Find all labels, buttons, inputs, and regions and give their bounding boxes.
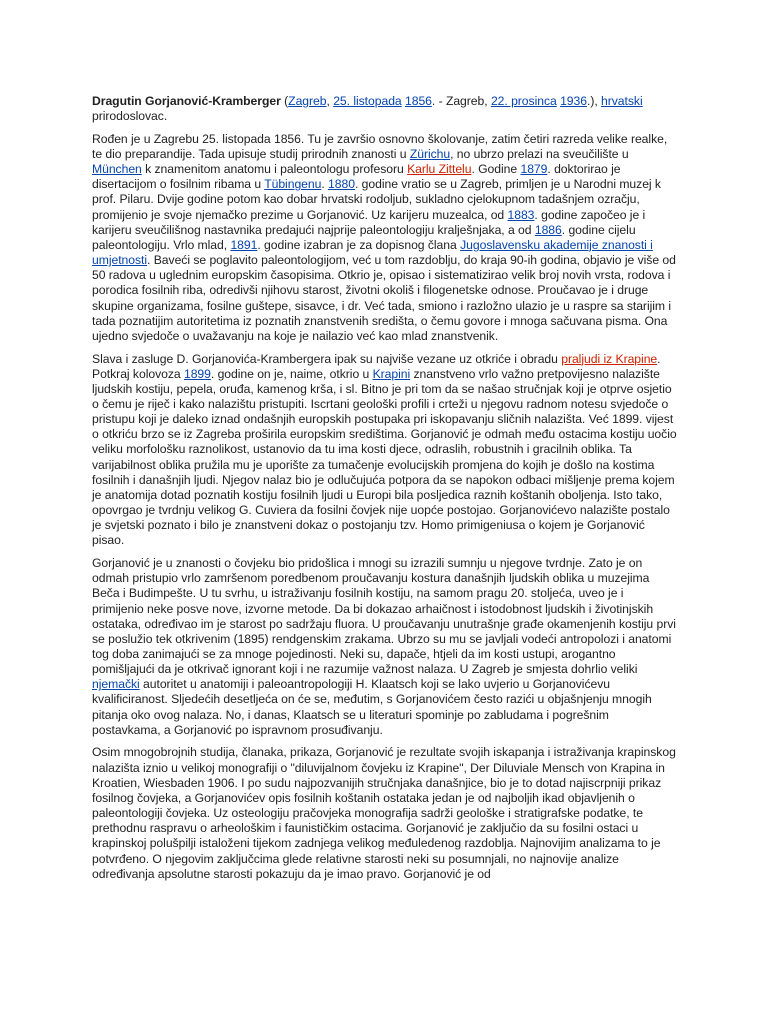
wiki-link[interactable]: 1879 bbox=[520, 162, 548, 177]
intro-paragraph bbox=[92, 94, 678, 124]
wiki-link[interactable]: Zagreb bbox=[288, 94, 327, 108]
wiki-link[interactable]: Jugoslavensku akademije znanosti i umjetnosti bbox=[92, 237, 653, 268]
paragraph-text: . godine cijelu paleontologiju. Vrlo mlad, bbox=[92, 222, 636, 252]
wiki-link[interactable]: 1891 bbox=[230, 237, 258, 252]
paragraph-text: Osim mnogobrojnih studija, članaka, prikaza, Gorjanović je rezultate svojih iskapanja i istraživanja krapinskog nalazišta iznio u velikoj monografiji o "diluvijalnom čovjeku iz Krapine", Der Diluviale Mensch von Krapina in Kroatien, Wiesbaden 1906. I po sudu najpozvanijih stručnjaka današnjice, bio je to dotad najiscrpniji prikaz fosilnog čovjeka, a Gorjanovićev opis fosilnih koštanih ostataka jedan je od najboljih ikad objavljenih o paleontologiji čovjeka. Uz osteologiju pračovjeka monografija sadrži geološke i stratigrafske podatke, te prethodnu raspravu o arheološkim i faunističkim ostacima. Gorjanović je zaključio da su fosilni ostaci u krapinskoj polušpilji istaloženi tijekom zadnjega velikog međuledenog razdoblja. Najnovijim analizama to je potvrđeno. O njegovim zaključcima glede relativne starosti neki su posumnjali, no najnovije analize određivanja apsolutne starosti pokazuju da je imao pravo. Gorjanović je od bbox=[92, 745, 676, 881]
paragraph-text: . godine vratio se u Zagreb, primljen je u Narodni muzej k prof. Pilaru. Dvije godine potom kao dobar hrvatski rodoljub, sukladno cjelokupnom tadašnjem ozračju, promijenio je svoje njemačko prezime u Gorjanović. Uz karijeru muzealca, od bbox=[92, 177, 661, 222]
paragraph-text: k znamenitom anatomu i paleontologu profesoru bbox=[141, 162, 408, 177]
wiki-link[interactable]: Krapini bbox=[372, 366, 411, 381]
krapina-discovery-paragraph bbox=[92, 352, 678, 549]
wiki-link[interactable]: njemački bbox=[92, 677, 140, 692]
wiki-link[interactable]: München bbox=[92, 162, 142, 177]
monograph-paragraph bbox=[92, 745, 678, 881]
wiki-link[interactable]: praljudi iz Krapine bbox=[561, 351, 658, 366]
paragraph-text: , no ubrzo prelazi na sveučilište u bbox=[450, 146, 629, 161]
wiki-link[interactable]: 1883 bbox=[507, 207, 535, 222]
wiki-link[interactable]: Zürichu bbox=[409, 146, 451, 161]
wiki-link[interactable]: 1856 bbox=[405, 94, 432, 108]
article-subject-name: Dragutin Gorjanović-Kramberger bbox=[92, 94, 281, 108]
wiki-link[interactable]: 1936 bbox=[560, 94, 587, 108]
paragraph-text: Rođen je u Zagrebu 25. listopada 1856. Tu je završio osnovno školovanje, zatim četiri razreda velike realke, te dio preparandije. Tada upisuje studij prirodnih znanosti u bbox=[92, 131, 668, 161]
wiki-link[interactable]: hrvatski bbox=[601, 94, 643, 108]
paragraph-text: ( bbox=[280, 94, 289, 108]
paragraph-text: . godine izabran je za dopisnog člana bbox=[257, 237, 461, 252]
paragraph-text: autoritet u anatomiji i paleoantropologiji H. Klaatsch koji se lako uvjerio u Gorjanovićevu kvalificiranost. Sljedećih desetljeća on će se, međutim, s Gorjanovićem često razići u objašnjenju mnogih pitanja oko ovog nalaza. No, i danas, Klaatsch se u literaturi spominje po zabludama i pogrešnim postavkama, a Gorjanović po ispravnom prosuđivanju. bbox=[92, 677, 652, 737]
wiki-link[interactable]: 1899 bbox=[183, 366, 211, 381]
paragraph-text: Slava i zasluge D. Gorjanovića-Krambergera ipak su najviše vezane uz otkriće i obradu bbox=[92, 351, 562, 366]
paragraph-text: . Baveći se poglavito paleontologijom, već u tom razdoblju, do kraja 90-ih godina, objavio je više od 50 radova u uglednim europskim časopisima. Otkrio je, opisao i sistematizirao velik broj novih vrsta, rodova i porodica fosilnih riba, odredivši njihovu starost, životni okoliš i filogenetske odnose. Proučavao je i druge skupine organizama, fosilne gušteре, sisavce, i dr. Već tada, smiono i razložno ulazio je u rasprе sa starijim i tada poznatijim autoritetima iz poznatih znanstvenih središta, o čemu govore i mnoga sačuvana pisma. Ona ujedno svjedoče o uvažavanju na koje je nailazio već kao mlad znanstvenik. bbox=[92, 253, 676, 343]
wiki-link[interactable]: 1886 bbox=[534, 222, 562, 237]
wiki-link[interactable]: Tübingenu bbox=[264, 177, 322, 192]
paragraph-text: Gorjanović je u znanosti o čovjeku bio pridošlica i mnogi su izrazili sumnju u njegove tvrdnje. Zato je on odmah pristupio vrlo zamršenom poredbenom proučavanju kostura današnjih ljudskih oblika u muzejima Beča i Budimpešte. U tu svrhu, u istraživanju fosilnih kostiju, na samom pragu 20. stoljeća, uveo je i primijenio neke posve nove, izvorne metode. Da bi dokazao arhaičnost i istodobnost ljudskih i životinjskih ostataka, određivao im je starost po sadržaju fluora. U proučavanju unutrašnje građe okamenjenih kostiju prvi se poslužio tek otkrivenim (1895) rendgenskim zrakama. Ubrzo su mu se javljali vodeći antropolozi i anatomi tog doba zanimajući se za mnoge pojedinosti. Neki su, dapače, htjeli da im kosti ustupi, arogantno pomišljajući da je otkrivač ignorant koji i ne razumije važnost nalaza. U Zagreb je smjesta dohrlio veliki bbox=[92, 556, 676, 677]
biography-paragraph bbox=[92, 132, 678, 344]
paragraph-text: . godine on je, naime, otkrio u bbox=[210, 366, 373, 381]
paragraph-text: . Potkraj kolovoza bbox=[92, 351, 661, 381]
methods-paragraph bbox=[92, 556, 678, 738]
paragraph-text: . godine započeo je i karijeru sveučilišnog nastavnika predajući najprije paleontologiju kralješnjaka, a od bbox=[92, 207, 646, 237]
paragraph-text: , bbox=[326, 94, 334, 108]
paragraph-text: znanstveno vrlo važno pretpovijesno nalazište ljudskih kostiju, pepela, oruđa, kamenog krša, i sl. Bitno je pri tom da se našao stručnjak koji je otprve osjetio o čemu je riječ i kako nalazištu pristupiti. Iscrtani geološki profili i crteži u njegovu radnom notesu svjedoče o pristupu koji je daleko iznad ondašnjih europskih postupaka pri iskopavanju sličnih nalazišta. Već 1899. vijest o otkriću brzo se iz Zagreba proširila europskim središtima. Gorjanović je odmah među ostacima kostiju uočio veliku morfološku raznolikost, ustanovio da tu ima kosti djece, odraslih, robustnih i gracilnih oblika. Ta varijabilnost oblika pružila mu je uporište za tumačenje evolucijskih promjena do kojih je došlo na kostima fosilnih i današnjih ljudi. Njegov nalaz bio je odlučujuća potpora da se napokon odbaci mišljenje prema kojem je anatomija dotad poznatih kostiju fosilnih ljudi u Europi bila posljedica raznih koštanih oboljenja. Isto tako, opovrgao je tvrdnju velikog G. Cuviera da fosilni čovjek nije uopće postojao. Gorjanovićevo nalazište postalo je svjetski poznato i bilo je znanstveni dokaz o postojanju tzv. Homo primigeniusa o kojem je Gorjanović pisao. bbox=[92, 366, 677, 548]
wiki-link[interactable]: 22. prosinca bbox=[490, 94, 557, 108]
article-body bbox=[92, 94, 678, 889]
paragraph-text: . bbox=[321, 177, 329, 192]
paragraph-text: .), bbox=[587, 94, 602, 108]
paragraph-text: prirodoslovac. bbox=[92, 109, 168, 124]
wiki-link[interactable]: Karlu Zittelu bbox=[407, 162, 472, 177]
paragraph-text: . - Zagreb, bbox=[431, 94, 491, 108]
paragraph-text: . Godine bbox=[471, 162, 521, 177]
paragraph-text: . doktorirao je disertacijom o fosilnim ribama u bbox=[92, 162, 621, 192]
wiki-link[interactable]: 1880 bbox=[328, 177, 355, 192]
wiki-link[interactable]: 25. listopada bbox=[333, 94, 402, 108]
